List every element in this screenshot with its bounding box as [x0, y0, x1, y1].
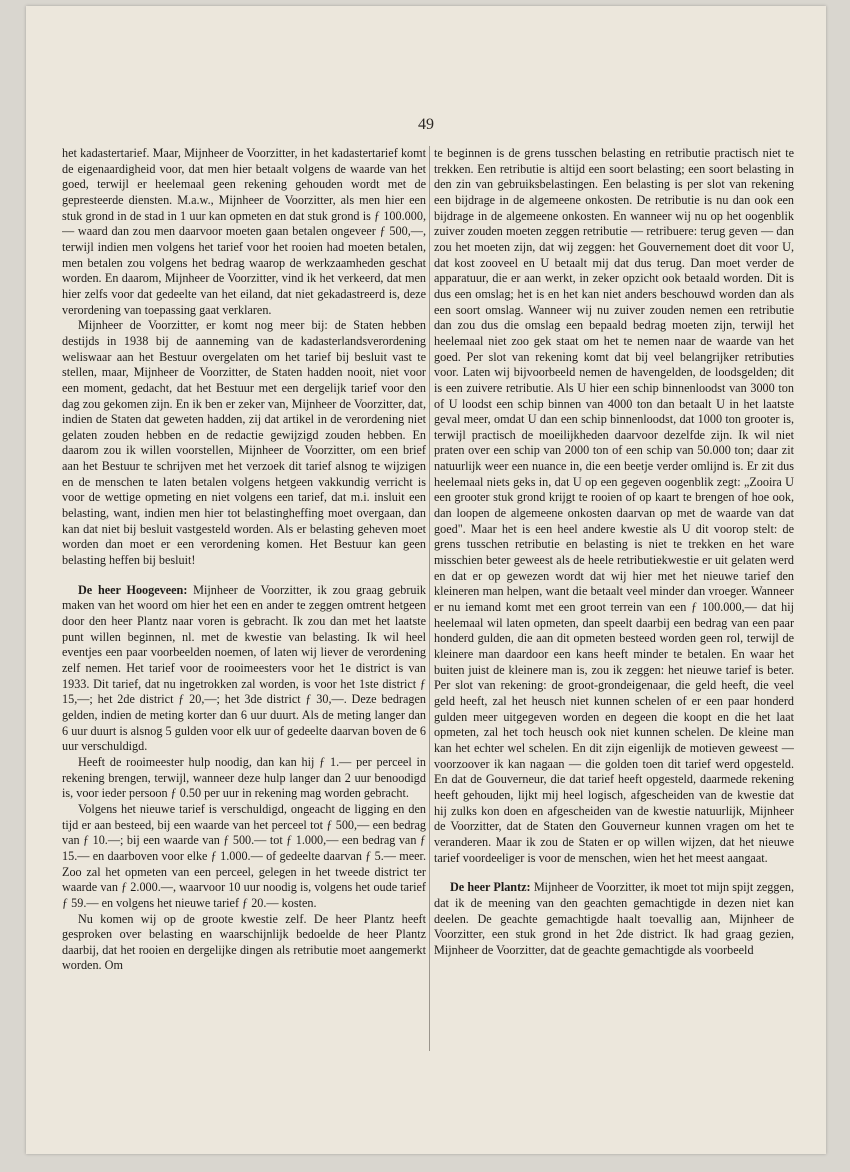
- paragraph: te beginnen is de grens tusschen belasting en retributie practisch niet te trekken. Een retributie is altijd een soort belasting; een soort belasting in den zin van gebruiksbelastingen. Een belasting is per slot van rekening een bijdrage in de algemeene onkosten. De retributie is nu dan ook een bijdrage in de algemeene onkosten. En wanneer wij nu op het oogenblik zuiver zouden moeten zeggen retributie — retribuere: terug geven — dan zou het moeten zijn, dat wij zeggen: het Gouvernement doet dit voor U, dat kost zooveel en U betaalt mij dat dus terug. Dan moet verder de apparatuur, die er aan werkt, in zeker opzicht ook betaald worden. Dit is dus een omslag; het is en het kan niet anders beschouwd worden dan als een soort omslag. Wanneer wij nu zuiver zouden nemen een retributie dan zou dus die omslag een bepaald bedrag moeten zijn, terwijl het heelemaal niet zoo gek staat om het te nemen naar de waarde van het goed. Per slot van rekening komt dat bij veel belangrijker retributies voor. Laten wij bijvoorbeeld nemen de havengelden, de loodsgelden; dit is een zuivere retributie. Als U hier een schip binnenloodst van 3000 ton of U loodst een schip binnen van 4000 ton dan betaalt U in het laatste geval meer, omdat U dan een schip binnenloodst, dat 1000 ton grooter is, terwijl practisch de moeilijkheden daarvoor dezelfde zijn. Ik wil niet praten over een schip van 2000 ton of een schip van 50.000 ton; daar zit natuurlijk weer een nuance in, die een beetje verder omlijnd is. Er zit dus heelemaal niets geks in, dat U op een gegeven oogenblik zegt: „Zooira U een grooter stuk grond krijgt te rooien of op kaart te brengen of hoe ook, dan loopen de algemeene onkosten daarvan op met de waarde van dat goed". Maar het is een heel andere kwestie als U dit voorop stelt: de grens tusschen retributie en belasting is niet te trekken en het ware misschien beter geweest als de heele retributiekwestie er uit gelaten werd en dat er op gewezen wordt dat wij hier met het nieuwe tarief den kleineren man helpen, want die betaalt veel minder dan vroeger. Wanneer er nu iemand komt met een groot terrein van een ƒ 100.000,— dat hij heelemaal wil laten opmeten, dan speelt daarbij een bedrag van een paar honderd gulden, die aan dit opmeten besteed worden geen rol, terwijl de kleinere man daardoor een kans heeft minder te betalen. En waar het buiten juist de kleinere man is, zou ik zeggen: het nieuwe tarief is beter. Per slot van rekening: de groot-grondeigenaar, die geld heeft, die veel geld heeft, zal het heusch niet kunnen schelen of er een paar honderd gulden meer uitgegeven worden en degeen die koopt en die het laat opmeten, zal het toch heusch ook niet kunnen schelen. De kleine man kan het echter wel schelen. En dit zijn eigenlijk de motieven geweest — voorzoover ik kan nagaan — die golden toen dit tarief werd opgesteld. En dat de Gouverneur, die dat tarief heeft opgesteld, daarmede rekening heeft gehouden, lijkt mij heel logisch, afgescheiden van de kwestie dat hij zulks kon doen en afgescheiden van de kwestie natuurlijk, Mijnheer de Voorzitter, dat de Staten den Gouverneur kunnen vragen om het te veranderen. Maar ik zou de Staten er op willen wijzen, dat het nieuwe tarief voordeeliger is voor de menschen, wien het het meest aangaat.: [434, 146, 794, 865]
- paragraph: Nu komen wij op de groote kwestie zelf. De heer Plantz heeft gesproken over belasting en waarschijnlijk bedoelde de heer Plantz daarbij, dat het rooien en dergelijke dingen als retributie moet aangemerkt worden. Om: [62, 911, 426, 973]
- paragraph: het kadastertarief. Maar, Mijnheer de Voorzitter, in het kadastertarief komt de eigenaardigheid voor, dat men hier betaalt volgens de waarde van het goed, terwijl er heelemaal geen rekening gehouden wordt met de gepresteerde diensten. M.a.w., Mijnheer de Voorzitter, als men hier een stuk grond in de stad in 1 uur kan opmeten en dat stuk grond is ƒ 100.000,— waard dan zou men daarvoor moeten gaan betalen ongeveer ƒ 500,—, terwijl indien men volgens het tarief voor het rooien had moeten betalen, men betalen zou volgens het bedrag waarop de werkzaamheden geschat worden. En daarom, Mijnheer de Voorzitter, vind ik het verkeerd, dat men hier zelfs voor dat gedeelte van het eiland, dat niet gekadastreerd is, deze verordening van toepassing gaat verklaren.: [62, 146, 426, 317]
- column-divider: [429, 146, 430, 1051]
- right-column: [434, 146, 794, 1118]
- speaker-name: De heer Hoogeveen:: [78, 582, 188, 597]
- speaker-paragraph: [434, 880, 794, 958]
- paragraph: Volgens het nieuwe tarief is verschuldigd, ongeacht de ligging en den tijd er aan besteed, bij een waarde van het perceel tot ƒ 500,— een bedrag van ƒ 10.—; bij een waarde van ƒ 500.— tot ƒ 1.000,— een bedrag van ƒ 15.— en daarboven voor elke ƒ 1.000.— of gedeelte daarvan ƒ 5.— meer. Zoo zal het opmeten van een perceel, gelegen in het tweede district ter waarde van ƒ 2.000.—, waarvoor 10 uur noodig is, volgens het oude tarief ƒ 59.— en volgens het nieuwe tarief ƒ 20.— kosten.: [62, 801, 426, 910]
- left-column: [62, 146, 426, 1118]
- speech-text: Mijnheer de Voorzitter, ik moet tot mijn spijt zeggen, dat ik de meening van den geachten gemachtigde in dezen niet kan deelen. De geachte gemachtigde haalt toevallig aan, Mijnheer de Voorzitter, een stuk grond in het 2de district. Ik had graag gezien, Mijnheer de Voorzitter, dat de geachte gemachtigde als voorbeeld: [434, 880, 794, 957]
- speaker-name: De heer Plantz:: [450, 880, 531, 895]
- speaker-paragraph: [62, 583, 426, 755]
- document-page: [26, 6, 826, 1154]
- speech-text: Mijnheer de Voorzitter, ik zou graag gebruik maken van het woord om hier het een en ander te zeggen omtrent hetgeen door den heer Plantz naar voren is gebracht. Ik zou dan met het laatste punt willen beginnen, nl. met de kwestie van belasting. Ik wil heel eventjes een paar voorbeelden noemen, of laten wij liever de verordening zelf nemen. Het tarief voor de rooimeesters voor het 1e district is van 1933. Dit tarief, dat nu ingetrokken zal worden, is voor het 1ste district ƒ 15,—; het 2de district ƒ 20,—; het 3de district ƒ 30,—. Deze bedragen gelden, indien de meting korter dan 6 uur duurt. Als de meting langer dan 6 uur duurt is alsnog 5 gulden voor elk uur of gedeelte daarvan boven de 6 uur verschuldigd.: [62, 582, 426, 754]
- paragraph: Mijnheer de Voorzitter, er komt nog meer bij: de Staten hebben destijds in 1938 bij de aanneming van de kadasterlandsverordening weliswaar aan het Bestuur overgelaten om het tarief bij besluit vast te stellen, maar, Mijnheer de Voorzitter, de Staten hadden nooit, niet voor een moment, gedacht, dat het Bestuur met een dergelijk tarief voor den dag zou gekomen zijn. En ik ben er zeker van, Mijnheer de Voorzitter, dat, indien de Staten dat geweten hadden, zij dat artikel in de verordening niet gelaten zouden hebben en de redactie gewijzigd zouden hebben. En daarom zou ik willen voorstellen, Mijnheer de Voorzitter, om een brief aan het Bestuur te schrijven met het verzoek dit tarief alsnog te wijzigen en de menschen te laten betalen volgens hetgeen vakkundig verricht is voor de wettige opmeting en niet volgens een tarief, dat m.i. insluit een belasting, want, indien men hier tot belastingheffing moet overgaan, dan kan dat niet bij besluit vastgesteld worden. Als er belasting geheven moet worden dan moet er een verordening komen. Het Bestuur kan geen belasting heffen bij besluit!: [62, 318, 426, 568]
- paragraph: Heeft de rooimeester hulp noodig, dan kan hij ƒ 1.— per perceel in rekening brengen, terwijl, wanneer deze hulp langer dan 2 uur benoodigd is, voor ieder persoon ƒ 0.50 per uur in rekening mag worden gebracht.: [62, 754, 426, 801]
- page-number: 49: [418, 116, 434, 133]
